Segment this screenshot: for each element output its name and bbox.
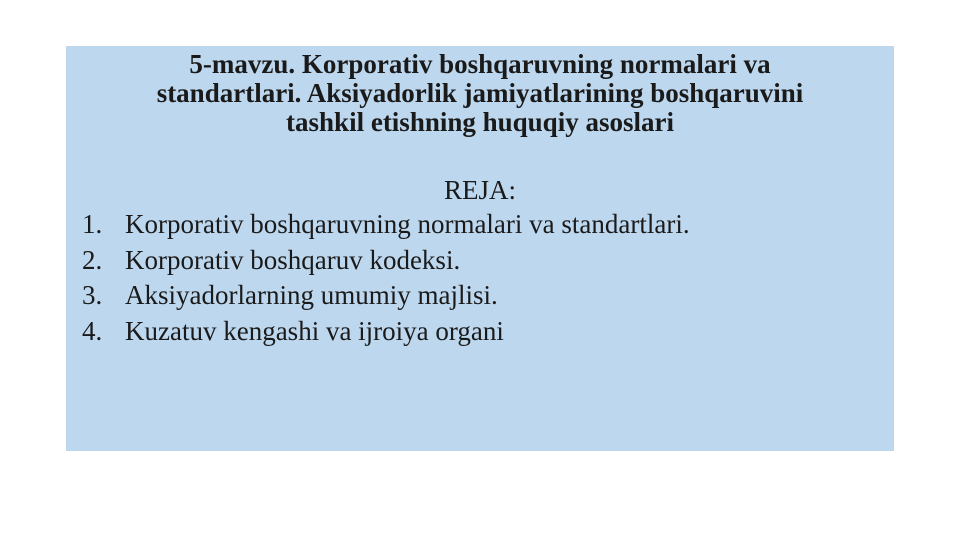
title-line-2: standartlari. Aksiyadorlik jamiyatlarining boshqaruvini [156,78,804,108]
plan-list [66,207,894,349]
plan-item-text: Kuzatuv kengashi va ijroiya organi [125,315,504,346]
plan-item-text: Korporativ boshqaruv kodeksi. [125,244,461,275]
plan-heading: REJA: [443,175,516,205]
title-line-3: tashkil etishning huquqiy asoslari [286,107,674,137]
plan-item-text: Aksiyadorlarning umumiy majlisi. [125,280,498,310]
plan-item-1 [82,207,894,243]
plan-item-3 [82,278,894,314]
plan-item-4 [82,314,894,350]
slide-title [66,46,894,137]
content-box [66,46,894,451]
plan-item-number: 1. [82,209,103,239]
plan-item-number: 4. [82,315,103,346]
plan-item-number: 2. [82,244,103,275]
plan-item-2 [82,243,894,279]
plan-item-text: Korporativ boshqaruvning normalari va standartlari. [125,209,690,239]
title-line-1: 5-mavzu. Korporativ boshqaruvning normalari va [189,49,771,79]
plan-item-number: 3. [82,280,103,310]
